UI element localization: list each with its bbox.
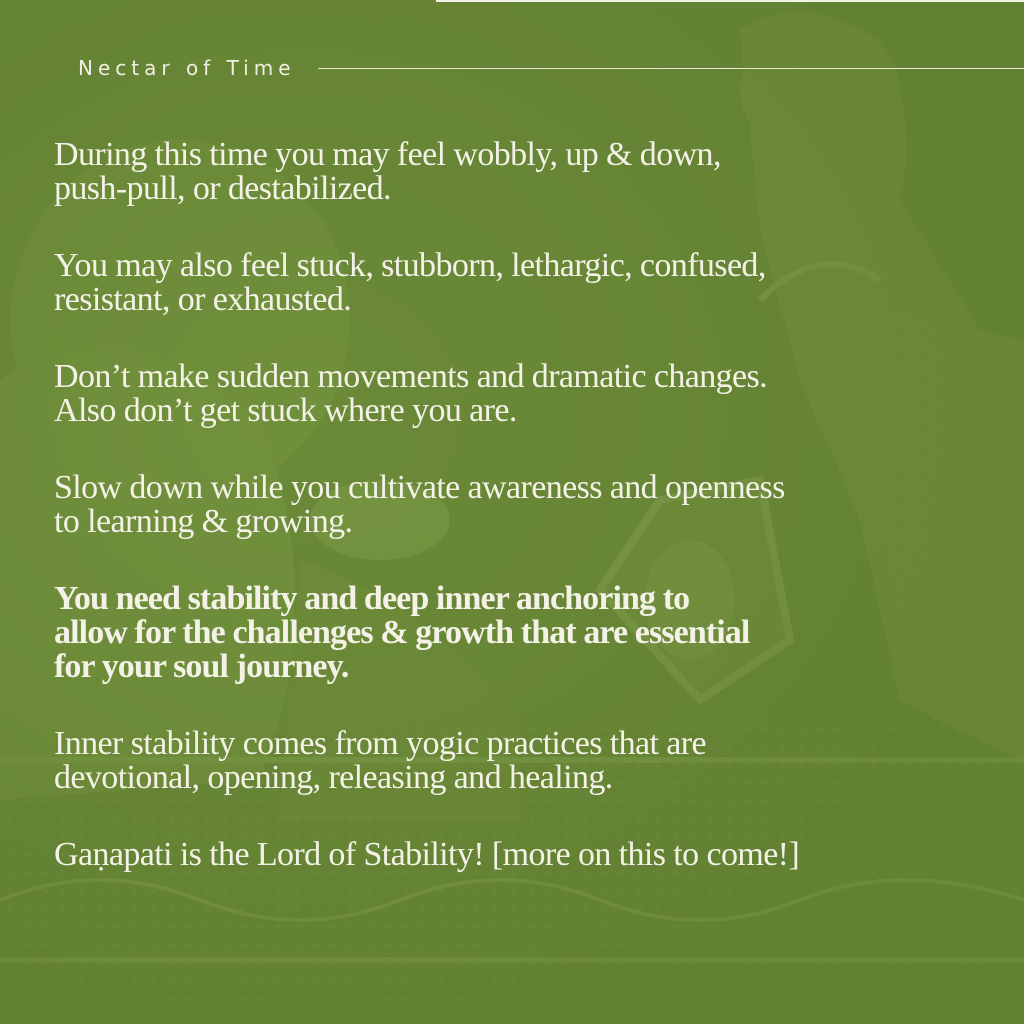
header-divider bbox=[318, 68, 1024, 69]
paragraph-slow-down bbox=[54, 471, 984, 539]
message-body bbox=[54, 138, 984, 915]
text-line: to learning & growing. bbox=[54, 503, 353, 540]
paragraph-stuck bbox=[54, 249, 984, 317]
text-line: for your soul journey. bbox=[54, 648, 349, 685]
text-line: push-pull, or destabilized. bbox=[54, 170, 391, 207]
paragraph-feelings bbox=[54, 138, 984, 206]
top-accent-line bbox=[436, 0, 1024, 2]
text-line: Gaṇapati is the Lord of Stability! [more on this to come!] bbox=[54, 836, 800, 873]
paragraph-movements bbox=[54, 360, 984, 428]
text-line: Also don’t get stuck where you are. bbox=[54, 392, 517, 429]
paragraph-stability-emphasis bbox=[54, 582, 984, 684]
text-line: allow for the challenges & growth that are essential bbox=[54, 614, 750, 651]
text-line: Don’t make sudden movements and dramatic changes. bbox=[54, 358, 768, 395]
text-line: You may also feel stuck, stubborn, lethargic, confused, bbox=[54, 247, 766, 284]
header bbox=[78, 52, 1024, 84]
text-line: Slow down while you cultivate awareness and openness bbox=[54, 469, 785, 506]
text-line: During this time you may feel wobbly, up & down, bbox=[54, 136, 721, 173]
paragraph-inner-stability bbox=[54, 727, 984, 795]
text-line: devotional, opening, releasing and healing. bbox=[54, 759, 613, 796]
text-line: You need stability and deep inner anchoring to bbox=[54, 580, 690, 617]
brand-title: Nectar of Time bbox=[78, 56, 296, 80]
text-line: resistant, or exhausted. bbox=[54, 281, 352, 318]
paragraph-ganapati bbox=[54, 838, 984, 872]
text-line: Inner stability comes from yogic practices that are bbox=[54, 725, 706, 762]
